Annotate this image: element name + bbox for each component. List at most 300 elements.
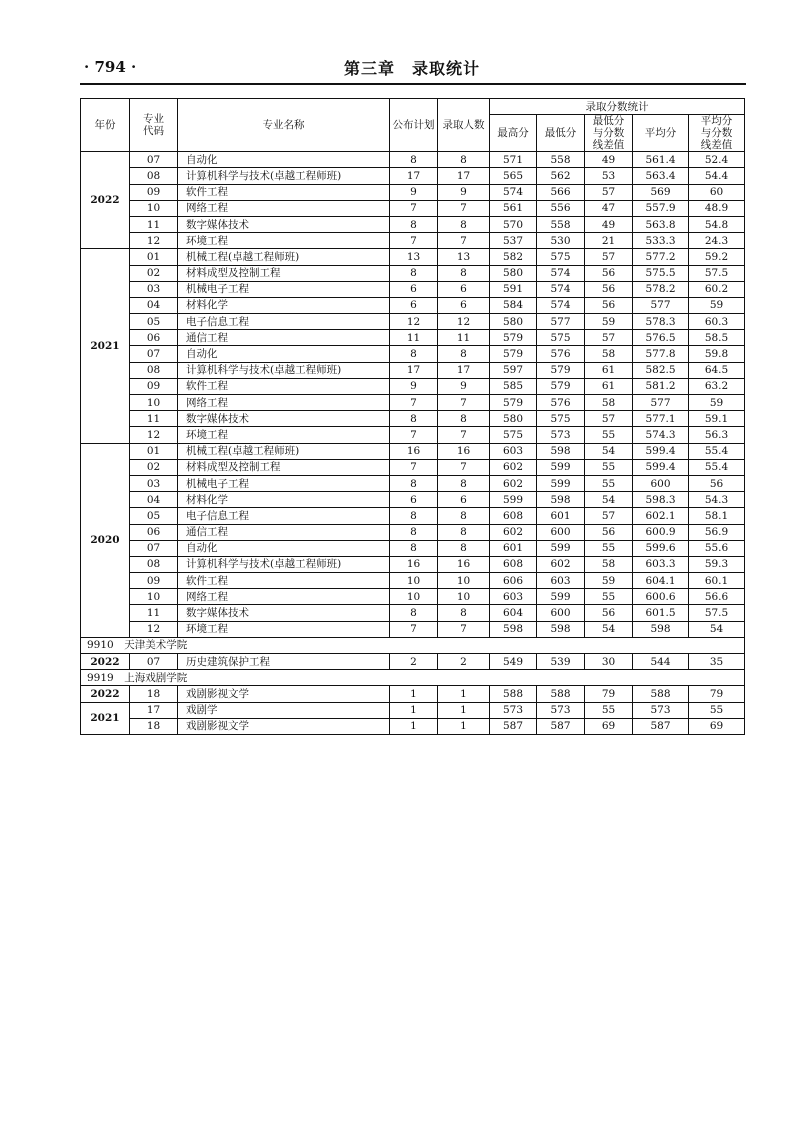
avg-diff-cell: 60.3 — [689, 314, 745, 330]
header-major-code: 专业 代码 — [130, 99, 178, 152]
table-row — [81, 718, 745, 734]
avg-score-cell: 598.3 — [633, 492, 689, 508]
avg-score-cell: 577.2 — [633, 249, 689, 265]
admitted-cell: 17 — [438, 168, 490, 184]
table-row — [81, 346, 745, 362]
table-row — [81, 443, 745, 459]
avg-score-cell: 599.4 — [633, 459, 689, 475]
max-score-cell: 602 — [490, 475, 537, 491]
admitted-cell: 8 — [438, 411, 490, 427]
min-score-cell: 588 — [537, 686, 585, 702]
min-score-cell: 574 — [537, 297, 585, 313]
plan-cell: 10 — [390, 589, 438, 605]
plan-cell: 7 — [390, 427, 438, 443]
min-diff-cell: 49 — [585, 152, 633, 168]
major-name-cell: 自动化 — [178, 540, 390, 556]
min-diff-cell: 54 — [585, 492, 633, 508]
max-score-cell: 598 — [490, 621, 537, 637]
avg-score-cell: 577 — [633, 297, 689, 313]
admitted-cell: 7 — [438, 395, 490, 411]
max-score-cell: 587 — [490, 718, 537, 734]
avg-diff-cell: 35 — [689, 654, 745, 670]
avg-score-cell: 563.8 — [633, 216, 689, 232]
plan-cell: 6 — [390, 281, 438, 297]
admitted-cell: 8 — [438, 265, 490, 281]
max-score-cell: 549 — [490, 654, 537, 670]
min-score-cell: 598 — [537, 443, 585, 459]
avg-score-cell: 575.5 — [633, 265, 689, 281]
major-code-cell: 04 — [130, 492, 178, 508]
admitted-cell: 8 — [438, 605, 490, 621]
min-diff-cell: 56 — [585, 297, 633, 313]
major-name-cell: 数字媒体技术 — [178, 605, 390, 621]
plan-cell: 8 — [390, 540, 438, 556]
min-score-cell: 574 — [537, 281, 585, 297]
min-score-cell: 601 — [537, 508, 585, 524]
plan-cell: 7 — [390, 621, 438, 637]
plan-cell: 8 — [390, 265, 438, 281]
table-row — [81, 314, 745, 330]
plan-cell: 8 — [390, 411, 438, 427]
admitted-cell: 11 — [438, 330, 490, 346]
max-score-cell: 602 — [490, 459, 537, 475]
major-name-cell: 计算机科学与技术(卓越工程师班) — [178, 168, 390, 184]
table-row — [81, 475, 745, 491]
major-code-cell: 03 — [130, 475, 178, 491]
max-score-cell: 580 — [490, 265, 537, 281]
min-diff-cell: 55 — [585, 459, 633, 475]
min-score-cell: 599 — [537, 475, 585, 491]
year-cell: 2022 — [81, 686, 130, 702]
header-avg-score: 平均分 — [633, 115, 689, 152]
admitted-cell: 6 — [438, 492, 490, 508]
avg-score-cell: 582.5 — [633, 362, 689, 378]
major-code-cell: 17 — [130, 702, 178, 718]
major-code-cell: 11 — [130, 605, 178, 621]
header-min-diff: 最低分 与分数 线差值 — [585, 115, 633, 152]
year-cell: 2020 — [81, 443, 130, 637]
max-score-cell: 579 — [490, 330, 537, 346]
avg-diff-cell: 59.1 — [689, 411, 745, 427]
plan-cell: 17 — [390, 168, 438, 184]
max-score-cell: 580 — [490, 314, 537, 330]
min-score-cell: 556 — [537, 200, 585, 216]
avg-diff-cell: 60.2 — [689, 281, 745, 297]
min-score-cell: 603 — [537, 573, 585, 589]
avg-diff-cell: 56.9 — [689, 524, 745, 540]
min-diff-cell: 57 — [585, 508, 633, 524]
major-name-cell: 自动化 — [178, 346, 390, 362]
major-name-cell: 计算机科学与技术(卓越工程师班) — [178, 556, 390, 572]
avg-score-cell: 577.8 — [633, 346, 689, 362]
plan-cell: 16 — [390, 443, 438, 459]
max-score-cell: 608 — [490, 508, 537, 524]
table-row — [81, 265, 745, 281]
header-major-name: 专业名称 — [178, 99, 390, 152]
admitted-cell: 1 — [438, 702, 490, 718]
avg-diff-cell: 58.1 — [689, 508, 745, 524]
avg-diff-cell: 59.3 — [689, 556, 745, 572]
avg-diff-cell: 55 — [689, 702, 745, 718]
max-score-cell: 565 — [490, 168, 537, 184]
min-score-cell: 573 — [537, 702, 585, 718]
max-score-cell: 606 — [490, 573, 537, 589]
admitted-cell: 6 — [438, 281, 490, 297]
min-diff-cell: 47 — [585, 200, 633, 216]
min-score-cell: 575 — [537, 330, 585, 346]
page-header — [80, 56, 744, 82]
plan-cell: 1 — [390, 718, 438, 734]
min-score-cell: 600 — [537, 524, 585, 540]
major-name-cell: 戏剧学 — [178, 702, 390, 718]
admitted-cell: 7 — [438, 233, 490, 249]
major-code-cell: 07 — [130, 152, 178, 168]
admitted-cell: 7 — [438, 621, 490, 637]
admitted-cell: 13 — [438, 249, 490, 265]
major-code-cell: 01 — [130, 249, 178, 265]
avg-diff-cell: 79 — [689, 686, 745, 702]
avg-diff-cell: 54.3 — [689, 492, 745, 508]
min-score-cell: 587 — [537, 718, 585, 734]
table-row — [81, 508, 745, 524]
avg-score-cell: 578.2 — [633, 281, 689, 297]
max-score-cell: 608 — [490, 556, 537, 572]
min-diff-cell: 53 — [585, 168, 633, 184]
min-score-cell: 599 — [537, 589, 585, 605]
avg-score-cell: 581.2 — [633, 378, 689, 394]
major-name-cell: 网络工程 — [178, 395, 390, 411]
plan-cell: 11 — [390, 330, 438, 346]
table-row — [81, 184, 745, 200]
major-name-cell: 材料化学 — [178, 297, 390, 313]
major-code-cell: 02 — [130, 459, 178, 475]
major-name-cell: 软件工程 — [178, 573, 390, 589]
min-score-cell: 566 — [537, 184, 585, 200]
table-row — [81, 540, 745, 556]
avg-diff-cell: 55.6 — [689, 540, 745, 556]
max-score-cell: 597 — [490, 362, 537, 378]
avg-diff-cell: 69 — [689, 718, 745, 734]
admitted-cell: 9 — [438, 184, 490, 200]
school-title: 9910 天津美术学院 — [81, 637, 745, 653]
plan-cell: 7 — [390, 233, 438, 249]
admitted-cell: 8 — [438, 475, 490, 491]
table-row — [81, 654, 745, 670]
table-row — [81, 281, 745, 297]
avg-score-cell: 601.5 — [633, 605, 689, 621]
plan-cell: 16 — [390, 556, 438, 572]
min-diff-cell: 69 — [585, 718, 633, 734]
max-score-cell: 579 — [490, 346, 537, 362]
max-score-cell: 537 — [490, 233, 537, 249]
table-row — [81, 216, 745, 232]
avg-score-cell: 533.3 — [633, 233, 689, 249]
avg-score-cell: 576.5 — [633, 330, 689, 346]
min-score-cell: 602 — [537, 556, 585, 572]
chapter-title: 第三章 录取统计 — [343, 59, 480, 78]
avg-diff-cell: 56.6 — [689, 589, 745, 605]
major-code-cell: 07 — [130, 346, 178, 362]
table-header — [81, 99, 745, 152]
admitted-cell: 2 — [438, 654, 490, 670]
min-diff-cell: 58 — [585, 346, 633, 362]
plan-cell: 6 — [390, 297, 438, 313]
max-score-cell: 601 — [490, 540, 537, 556]
min-diff-cell: 57 — [585, 249, 633, 265]
major-code-cell: 09 — [130, 378, 178, 394]
plan-cell: 7 — [390, 459, 438, 475]
major-code-cell: 08 — [130, 556, 178, 572]
plan-cell: 1 — [390, 702, 438, 718]
plan-cell: 2 — [390, 654, 438, 670]
table-row — [81, 330, 745, 346]
max-score-cell: 588 — [490, 686, 537, 702]
major-code-cell: 09 — [130, 573, 178, 589]
major-code-cell: 08 — [130, 168, 178, 184]
major-name-cell: 环境工程 — [178, 427, 390, 443]
major-name-cell: 数字媒体技术 — [178, 411, 390, 427]
major-code-cell: 12 — [130, 427, 178, 443]
min-diff-cell: 54 — [585, 443, 633, 459]
avg-score-cell: 600.6 — [633, 589, 689, 605]
major-code-cell: 05 — [130, 508, 178, 524]
major-code-cell: 12 — [130, 233, 178, 249]
table-row — [81, 168, 745, 184]
admitted-cell: 17 — [438, 362, 490, 378]
table-row — [81, 411, 745, 427]
major-name-cell: 环境工程 — [178, 233, 390, 249]
table-row — [81, 702, 745, 718]
plan-cell: 10 — [390, 573, 438, 589]
major-name-cell: 通信工程 — [178, 330, 390, 346]
admitted-cell: 8 — [438, 508, 490, 524]
table-row — [81, 249, 745, 265]
avg-diff-cell: 57.5 — [689, 605, 745, 621]
major-code-cell: 08 — [130, 362, 178, 378]
table-row — [81, 378, 745, 394]
avg-diff-cell: 48.9 — [689, 200, 745, 216]
avg-score-cell: 574.3 — [633, 427, 689, 443]
max-score-cell: 580 — [490, 411, 537, 427]
major-name-cell: 材料成型及控制工程 — [178, 459, 390, 475]
avg-score-cell: 561.4 — [633, 152, 689, 168]
avg-diff-cell: 59 — [689, 297, 745, 313]
min-diff-cell: 59 — [585, 314, 633, 330]
major-code-cell: 04 — [130, 297, 178, 313]
min-score-cell: 598 — [537, 621, 585, 637]
plan-cell: 13 — [390, 249, 438, 265]
major-code-cell: 03 — [130, 281, 178, 297]
plan-cell: 1 — [390, 686, 438, 702]
year-cell: 2021 — [81, 702, 130, 734]
avg-score-cell: 578.3 — [633, 314, 689, 330]
min-diff-cell: 79 — [585, 686, 633, 702]
major-name-cell: 软件工程 — [178, 378, 390, 394]
major-name-cell: 通信工程 — [178, 524, 390, 540]
max-score-cell: 573 — [490, 702, 537, 718]
table-row — [81, 297, 745, 313]
table-row — [81, 152, 745, 168]
major-name-cell: 材料化学 — [178, 492, 390, 508]
min-score-cell: 575 — [537, 249, 585, 265]
admitted-cell: 8 — [438, 152, 490, 168]
major-code-cell: 18 — [130, 686, 178, 702]
min-diff-cell: 56 — [585, 265, 633, 281]
plan-cell: 8 — [390, 475, 438, 491]
avg-score-cell: 577.1 — [633, 411, 689, 427]
min-score-cell: 579 — [537, 378, 585, 394]
avg-score-cell: 557.9 — [633, 200, 689, 216]
table-row — [81, 395, 745, 411]
major-code-cell: 02 — [130, 265, 178, 281]
header-avg-diff: 平均分 与分数 线差值 — [689, 115, 745, 152]
min-diff-cell: 55 — [585, 475, 633, 491]
major-name-cell: 计算机科学与技术(卓越工程师班) — [178, 362, 390, 378]
min-diff-cell: 30 — [585, 654, 633, 670]
major-name-cell: 机械工程(卓越工程师班) — [178, 443, 390, 459]
page-number: · 794 · — [84, 58, 137, 76]
plan-cell: 7 — [390, 395, 438, 411]
table-body — [81, 152, 745, 735]
table-row — [81, 492, 745, 508]
major-code-cell: 05 — [130, 314, 178, 330]
plan-cell: 8 — [390, 216, 438, 232]
school-title-row — [81, 670, 745, 686]
plan-cell: 8 — [390, 605, 438, 621]
min-score-cell: 577 — [537, 314, 585, 330]
admitted-cell: 16 — [438, 443, 490, 459]
plan-cell: 8 — [390, 152, 438, 168]
plan-cell: 6 — [390, 492, 438, 508]
major-name-cell: 戏剧影视文学 — [178, 686, 390, 702]
header-max-score: 最高分 — [490, 115, 537, 152]
min-score-cell: 598 — [537, 492, 585, 508]
major-code-cell: 10 — [130, 589, 178, 605]
avg-diff-cell: 64.5 — [689, 362, 745, 378]
avg-score-cell: 602.1 — [633, 508, 689, 524]
avg-diff-cell: 55.4 — [689, 459, 745, 475]
avg-score-cell: 573 — [633, 702, 689, 718]
max-score-cell: 579 — [490, 395, 537, 411]
school-title-row — [81, 637, 745, 653]
admitted-cell: 7 — [438, 459, 490, 475]
major-name-cell: 软件工程 — [178, 184, 390, 200]
admitted-cell: 10 — [438, 589, 490, 605]
max-score-cell: 585 — [490, 378, 537, 394]
admission-stats-table — [80, 98, 745, 735]
major-code-cell: 06 — [130, 524, 178, 540]
table-row — [81, 200, 745, 216]
major-name-cell: 网络工程 — [178, 589, 390, 605]
min-diff-cell: 57 — [585, 411, 633, 427]
avg-diff-cell: 24.3 — [689, 233, 745, 249]
school-title: 9919 上海戏剧学院 — [81, 670, 745, 686]
admitted-cell: 1 — [438, 718, 490, 734]
max-score-cell: 591 — [490, 281, 537, 297]
major-name-cell: 网络工程 — [178, 200, 390, 216]
max-score-cell: 602 — [490, 524, 537, 540]
plan-cell: 8 — [390, 508, 438, 524]
admitted-cell: 8 — [438, 540, 490, 556]
min-diff-cell: 57 — [585, 184, 633, 200]
min-diff-cell: 61 — [585, 362, 633, 378]
admitted-cell: 7 — [438, 427, 490, 443]
min-diff-cell: 54 — [585, 621, 633, 637]
avg-score-cell: 588 — [633, 686, 689, 702]
header-plan: 公布计划 — [390, 99, 438, 152]
table-row — [81, 233, 745, 249]
major-code-cell: 18 — [130, 718, 178, 734]
min-diff-cell: 56 — [585, 605, 633, 621]
min-score-cell: 600 — [537, 605, 585, 621]
avg-score-cell: 600 — [633, 475, 689, 491]
header-min-score: 最低分 — [537, 115, 585, 152]
plan-cell: 9 — [390, 184, 438, 200]
min-score-cell: 558 — [537, 216, 585, 232]
admitted-cell: 7 — [438, 200, 490, 216]
avg-score-cell: 604.1 — [633, 573, 689, 589]
plan-cell: 8 — [390, 346, 438, 362]
header-year: 年份 — [81, 99, 130, 152]
min-score-cell: 574 — [537, 265, 585, 281]
avg-diff-cell: 56 — [689, 475, 745, 491]
avg-score-cell: 577 — [633, 395, 689, 411]
avg-score-cell: 563.4 — [633, 168, 689, 184]
major-name-cell: 机械电子工程 — [178, 475, 390, 491]
major-code-cell: 07 — [130, 654, 178, 670]
min-score-cell: 599 — [537, 459, 585, 475]
min-diff-cell: 55 — [585, 540, 633, 556]
min-diff-cell: 55 — [585, 427, 633, 443]
table-row — [81, 459, 745, 475]
major-code-cell: 11 — [130, 216, 178, 232]
max-score-cell: 604 — [490, 605, 537, 621]
avg-diff-cell: 63.2 — [689, 378, 745, 394]
avg-diff-cell: 60.1 — [689, 573, 745, 589]
avg-diff-cell: 55.4 — [689, 443, 745, 459]
avg-diff-cell: 56.3 — [689, 427, 745, 443]
min-diff-cell: 56 — [585, 524, 633, 540]
major-code-cell: 09 — [130, 184, 178, 200]
header-rule — [80, 83, 746, 85]
major-name-cell: 戏剧影视文学 — [178, 718, 390, 734]
major-name-cell: 电子信息工程 — [178, 314, 390, 330]
table-row — [81, 605, 745, 621]
min-score-cell: 599 — [537, 540, 585, 556]
table-row — [81, 573, 745, 589]
year-cell: 2022 — [81, 654, 130, 670]
max-score-cell: 574 — [490, 184, 537, 200]
admitted-cell: 16 — [438, 556, 490, 572]
min-diff-cell: 55 — [585, 589, 633, 605]
admitted-cell: 6 — [438, 297, 490, 313]
min-diff-cell: 57 — [585, 330, 633, 346]
avg-diff-cell: 59.2 — [689, 249, 745, 265]
min-diff-cell: 56 — [585, 281, 633, 297]
max-score-cell: 603 — [490, 589, 537, 605]
major-code-cell: 01 — [130, 443, 178, 459]
major-code-cell: 06 — [130, 330, 178, 346]
major-code-cell: 07 — [130, 540, 178, 556]
avg-diff-cell: 54 — [689, 621, 745, 637]
avg-diff-cell: 60 — [689, 184, 745, 200]
admitted-cell: 10 — [438, 573, 490, 589]
min-diff-cell: 58 — [585, 395, 633, 411]
major-name-cell: 历史建筑保护工程 — [178, 654, 390, 670]
max-score-cell: 575 — [490, 427, 537, 443]
avg-diff-cell: 59 — [689, 395, 745, 411]
table-row — [81, 556, 745, 572]
